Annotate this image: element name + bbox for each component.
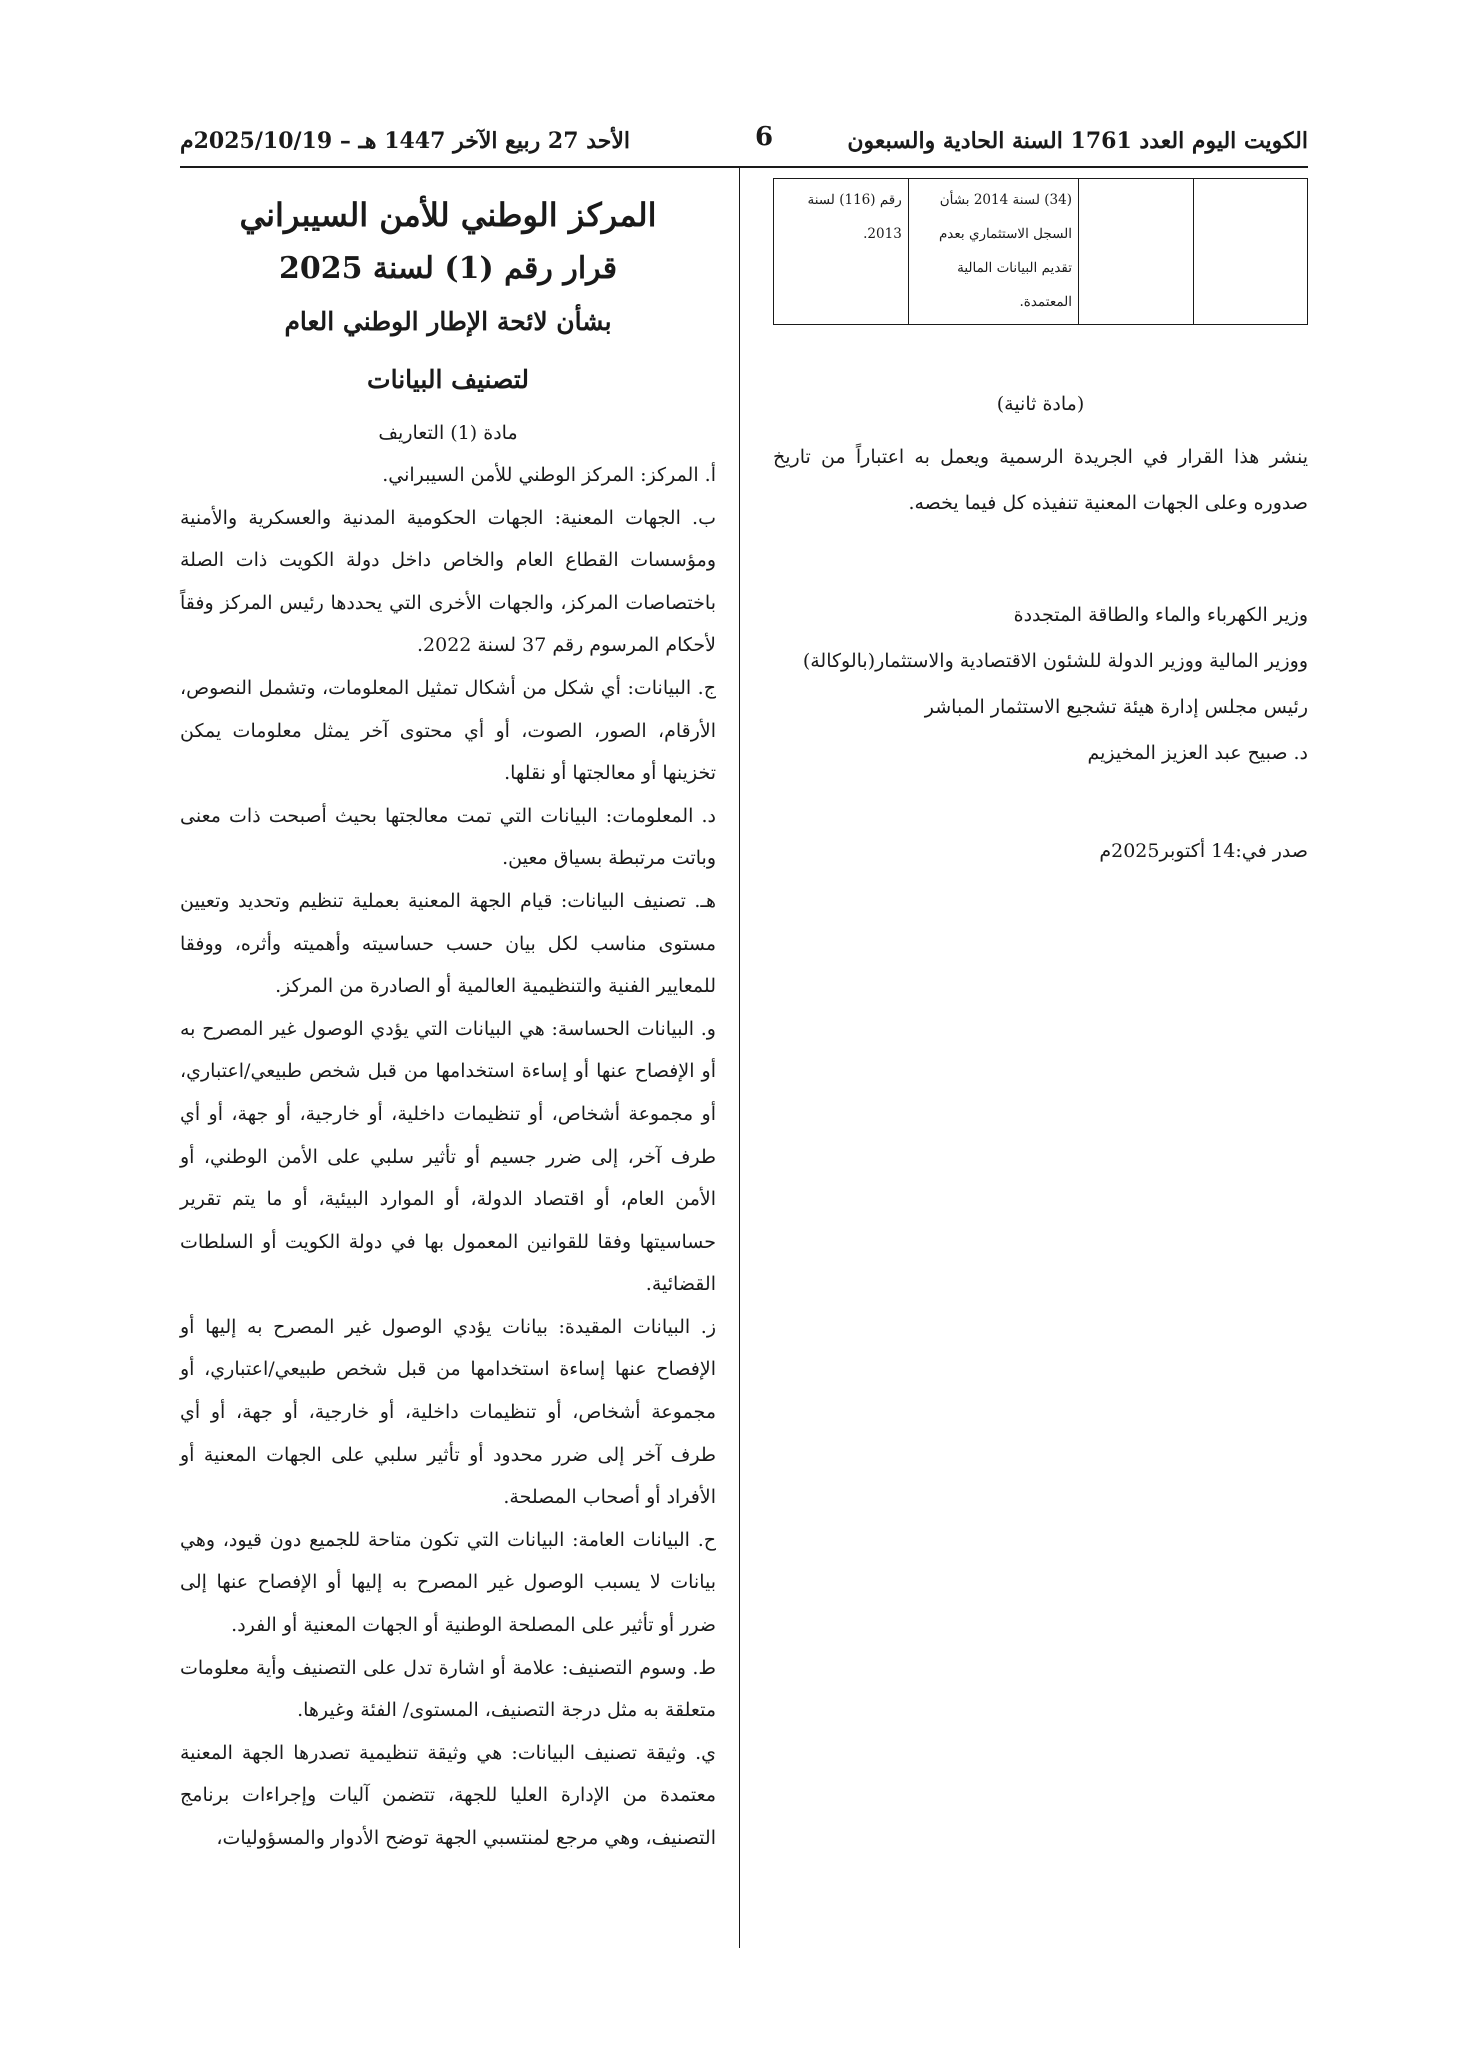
table-cell-1 (1193, 179, 1308, 325)
right-column (773, 178, 1308, 325)
signature-line-1: وزير الكهرباء والماء والطاقة المتجددة (1013, 604, 1308, 626)
continuation-table (773, 178, 1308, 325)
decision-number: قرار رقم (1) لسنة 2025 (278, 251, 618, 286)
definition-item: ح. البيانات العامة: البيانات التي تكون متاحة للجميع دون قيود، وهي بيانات لا يسبب الوصول غير المصرح به إليها أو الإفصاح عنها إلى ضرر أو تأثير على المصلحة الوطنية أو الجهات المعنية أو الفرد. (180, 1528, 716, 1637)
decision-org: المركز الوطني للأمن السيبراني (239, 196, 657, 234)
definition-item: ي. وثيقة تصنيف البيانات: هي وثيقة تنظيمية تصدرها الجهة المعنية معتمدة من الإدارة العليا للجهة، تتضمن آليات وإجراءات برنامج التصنيف، وهي مرجع لمنتسبي الجهة توضح الأدوار والمسؤوليات، (180, 1741, 716, 1849)
definition-item: هـ. تصنيف البيانات: قيام الجهة المعنية بعملية تنظيم وتحديد وتعيين مستوى مناسب لكل بيان حسب حساسيته وأهميته وأثره، ووفقا للمعايير الفنية والتنظيمية العالمية أو الصادرة من المركز. (180, 889, 716, 998)
decision-subject-line-2: لتصنيف البيانات (367, 365, 529, 394)
definition-item: و. البيانات الحساسة: هي البيانات التي يؤدي الوصول غير المصرح به أو الإفصاح عنها أو إساءة استخدامها من قبل شخص طبيعي/اعتباري، أو مجموعة أشخاص، أو تنظيمات داخلية، أو خارجية، أو جهة، أو أي طرف آخر، إلى ضرر جسيم أو تأثير سلبي على الأمن الوطني، أو الأمن العام، أو اقتصاد الدولة، أو الموارد البيئية، أو ما يتم تقرير حساسيتها وفقا للقوانين المعمول بها في دولة الكويت أو السلطات القضائية. (180, 1017, 716, 1296)
signature-line-3: رئيس مجلس إدارة هيئة تشجيع الاستثمار المباشر (924, 696, 1308, 718)
definitions-list (180, 454, 716, 1860)
article-two-title: (مادة ثانية) (996, 393, 1085, 415)
header-rule (180, 166, 1308, 168)
definition-item: أ. المركز: المركز الوطني للأمن السيبراني. (382, 464, 716, 486)
signature-name: د. صبيح عبد العزيز المخيزيم (1087, 742, 1308, 764)
column-divider (739, 166, 740, 1948)
signature-block (773, 592, 1308, 776)
table-cell-2 (1079, 179, 1194, 325)
table-row (774, 179, 1308, 325)
article-one-title: مادة (1) التعاريف (378, 422, 518, 444)
definition-item: ط. وسوم التصنيف: علامة أو اشارة تدل على التصنيف وأية معلومات متعلقة به مثل درجة التصنيف، المستوى/ الفئة وغيرها. (180, 1656, 716, 1722)
definition-item: ز. البيانات المقيدة: بيانات يؤدي الوصول غير المصرح به إليها أو الإفصاح عنها إساءة استخدامها من قبل شخص طبيعي/اعتباري، أو مجموعة أشخاص، أو تنظيمات داخلية، أو خارجية، أو جهة، أو أي طرف آخر إلى ضرر محدود أو تأثير سلبي على الجهات المعنية أو الأفراد أو أصحاب المصلحة. (180, 1315, 716, 1509)
header-page-number: 6 (755, 122, 774, 152)
page-header (180, 118, 1308, 164)
left-column (180, 192, 716, 1860)
table-cell-3: (34) لسنة 2014 بشأن السجل الاستثماري بعدم تقديم البيانات المالية المعتمدة. (908, 179, 1078, 325)
definition-item: ج. البيانات: أي شكل من أشكال تمثيل المعلومات، وتشمل النصوص، الأرقام، الصور، الصوت، أو أي محتوى آخر يمثل معلومات يمكن تخزينها أو معالجتها أو نقلها. (180, 676, 716, 785)
issue-date: صدر في:14 أكتوبر2025م (1099, 840, 1308, 862)
decision-subject-line-1: بشأن لائحة الإطار الوطني العام (284, 307, 612, 336)
article-two-text: ينشر هذا القرار في الجريدة الرسمية ويعمل به اعتباراً من تاريخ صدوره وعلى الجهات المعنية تنفيذه كل فيما يخصه. (773, 446, 1308, 514)
definition-item: د. المعلومات: البيانات التي تمت معالجتها بحيث أصبحت ذات معنى وباتت مرتبطة بسياق معين. (180, 804, 716, 870)
table-cell-4: رقم (116) لسنة 2013. (774, 179, 909, 325)
signature-line-2: ووزير المالية ووزير الدولة للشئون الاقتصادية والاستثمار(بالوكالة) (802, 650, 1308, 672)
definition-item: ب. الجهات المعنية: الجهات الحكومية المدنية والعسكرية والأمنية ومؤسسات القطاع العام والخاص داخل دولة الكويت ذات الصلة باختصاصات المركز، والجهات الأخرى التي يحددها رئيس المركز وفقاً لأحكام المرسوم رقم 37 لسنة 2022. (180, 506, 716, 657)
header-date: الأحد 27 ربيع الآخر 1447 هـ – 2025/10/19م (180, 128, 630, 154)
header-newspaper-issue: الكويت اليوم العدد 1761 السنة الحادية والسبعون (847, 128, 1308, 154)
